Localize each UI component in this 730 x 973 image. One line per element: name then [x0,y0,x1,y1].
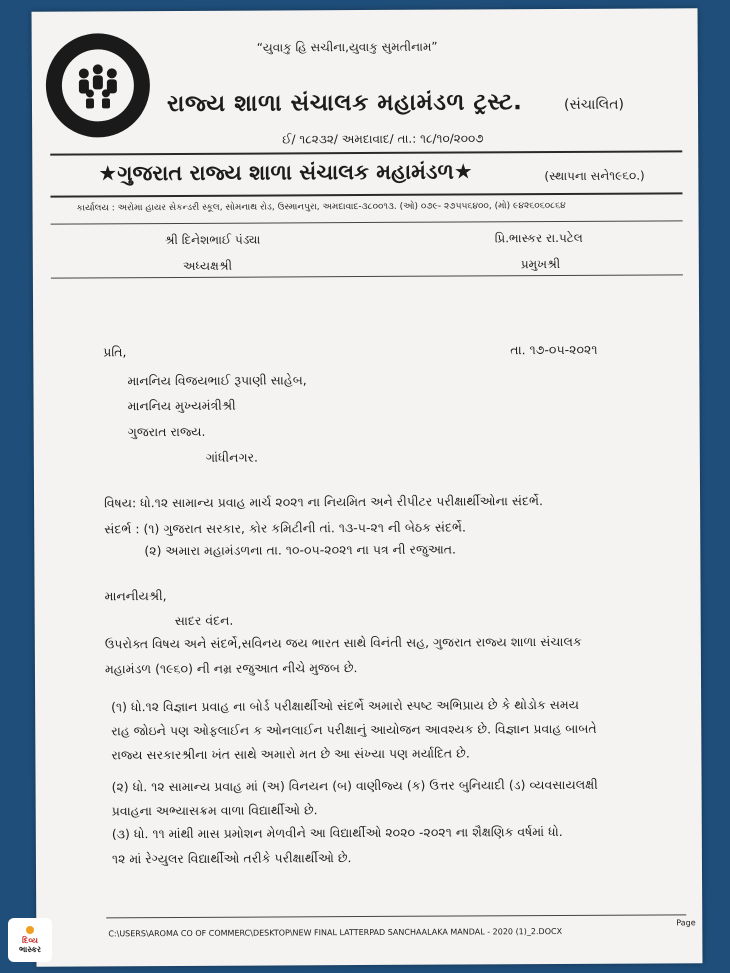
reference-line: સંદર્ભ : (૧) ગુજરાત સરકાર, કોર કમિટીની તાં. ૧૩-૫-૨૧ ની બેઠક સંદર્ભે. [104,519,467,537]
divider [51,274,683,278]
recipient-line: ગાંધીનગર. [205,449,259,465]
president-name: શ્રી દિનેશભાઈ પંડ્યા [164,232,261,248]
paragraph-line: (૨) ધો. ૧૨ સામાન્ય પ્રવાહ માં (અ) વિનયન (બ) વાણીજ્ય (ક) ઉત્તર બુનિયાદી (ડ) વ્યવસાયલક્ષી [111,776,598,795]
paragraph-line: ૧૨ માં રેગ્યુલર વિદ્યાર્થીઓ તરીકે પરીક્ષાર્થીઓ છે. [111,850,352,867]
paragraph-line: ઉપરોક્ત વિષય અને સંદર્ભે,સવિનય જય ભારત સાથે વિનંતી સહ, ગુજરાત રાજ્ય શાળા સંચાલક [104,633,582,652]
salutation: માનનીયશ્રી, [104,588,167,604]
office-address: કાર્યાલય : અરોમા હાયર સેકન્ડરી સ્કૂલ, સોમનાથ રોડ, ઉસ્માનપુરા, અમદાવાદ-૩૮૦૦૧૩. (ઓ) ૦૭૯- ૨૭૫૫૬૪૦૦, (મો) ૯૪૨૬૦૬૦૮૬૪ [76,200,566,214]
paragraph-line: મહામંડળ (૧૯૬૦) ની નમ્ર રજુઆત નીચે મુજબ છે. [104,660,358,677]
logo-line: દિવ્ય [22,936,38,945]
recipient-line: માનનિય મુખ્યમંત્રીશ્રી [127,397,236,414]
subject-line: વિષય: ધો.૧૨ સામાન્ય પ્રવાહ માર્ચ ૨૦૨૧ ના નિયમિત અને રીપીટર પરીક્ષાર્થીઓના સંદર્ભે. [104,493,544,511]
letter-date: તા. ૧૭-૦૫-૨૦૨૧ [510,341,598,358]
to-label: પ્રતિ, [103,344,127,360]
president-role: અધ્યક્ષશ્રી [182,258,233,273]
paragraph-line: રાહ જોઇને પણ ઓફલાઈન ક ઓનલાઈન પરીક્ષાનું આયોજન આવશ્યક છે. વિજ્ઞાન પ્રવાહ બાબતે [111,720,597,739]
footer-file-path: C:\USERS\AROMA CO OF COMMERC\DESKTOP\NEW FINAL LATTERPAD SANCHAALAKA MANDAL - 2020 (1)_2.DOCX [108,926,563,939]
greeting: સાદર વંદન. [174,612,234,629]
recipient-line: માનનિય વિજયભાઈ રૂપાણી સાહેબ, [127,372,307,389]
paragraph-line: (૧) ધો.૧૨ વિજ્ઞાન પ્રવાહ ના બોર્ડ પરીક્ષાર્થીઓ સંદર્ભે અમારો સ્પષ્ટ અભિપ્રાય છે કે થોડોક સમય [111,696,580,715]
divider [51,220,683,224]
recipient-line: ગુજરાત રાજ્ય. [127,423,206,440]
footer-divider [106,914,686,918]
divider [50,150,682,155]
trust-seal-logo [44,31,153,140]
divider [50,192,682,197]
registration-number: ઈ/ ૧૮૨૩૨/ અમદાવાદ/ તા.: ૧૮/૧૦/૨૦૦૭ [282,131,484,147]
motto: “યુવાકુ હિ સચીના,યુવાકુ સુમતીનામ” [256,39,438,55]
paragraph-line: (૩) ધો. ૧૧ માંથી માસ પ્રમોશન મેળવીને આ વિદ્યાર્થીઓ ૨૦૨૦ -૨૦૨૧ ના શૈક્ષણિક વર્ષમાં ધો. [111,823,563,842]
org-name: રાજ્ય શાળા સંચાલક મહામંડળ ટ્રસ્ટ. [166,89,523,118]
federation-name: ★ગુજરાત રાજ્ય શાળા સંચાલક મહામંડળ★ [98,159,473,186]
chairman-name: પ્રિ.ભાસ્કર રા.પટેલ [494,230,583,246]
logo-line: ભાસ્કર [18,945,42,954]
org-subtitle: (સંચાલિત) [563,96,624,113]
divya-bhaskar-logo [8,918,52,962]
paragraph-line: રાજ્ય સરકારશ્રીના ખંત સાથે અમારો મત છે આ સંખ્યા પણ મર્યાદિત છે. [111,745,470,763]
paragraph-line: પ્રવાહના અભ્યાસક્રમ વાળા વિદ્યાર્થીઓ છે. [111,802,318,819]
footer-page-label: Page [676,918,696,928]
letter-page [32,8,703,966]
chairman-role: પ્રમુખશ્રી [520,256,561,272]
reference-line: (૨) અમારા મહામંડળના તા. ૧૦-૦૫-૨૦૨૧ ના પત્ર ની રજુઆત. [144,541,457,559]
sun-icon [26,926,34,934]
federation-established: (સ્થાપના સને૧૯૬૦.) [544,168,645,184]
